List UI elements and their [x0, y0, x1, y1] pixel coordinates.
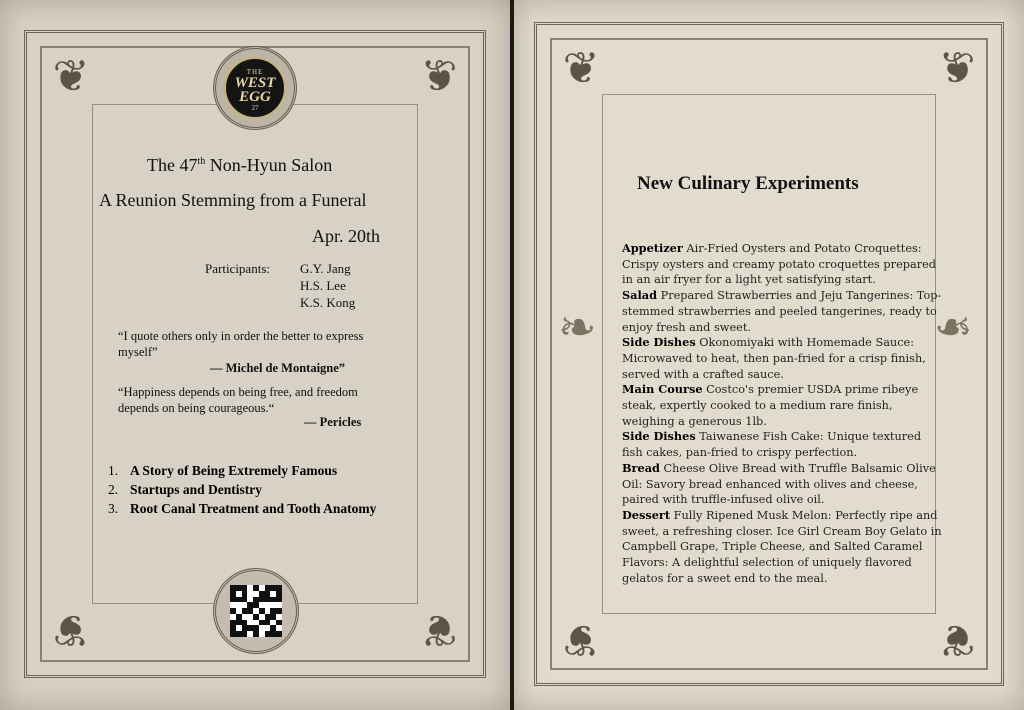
logo-main-text: WEST EGG — [234, 75, 276, 105]
menu-title: New Culinary Experiments — [637, 173, 859, 194]
course-description: Air-Fried Oysters and Potato Croquettes: Crispy oysters and creamy potato croquettes prepared in an air fryer for a light yet satisfying start. — [622, 242, 937, 287]
list-item — [108, 501, 376, 520]
list-item — [622, 508, 942, 587]
list-item — [622, 335, 942, 382]
event-title — [147, 155, 332, 176]
course-label: Side Dishes — [622, 429, 696, 444]
corner-ornament-icon: ❦ — [938, 615, 976, 664]
quote-author: — Michel de Montaigne” — [210, 361, 346, 375]
corner-ornament-icon: ❦ — [420, 605, 458, 654]
logo-number-text: 27 — [251, 104, 259, 112]
participants-label: Participants: — [205, 261, 270, 276]
topic-label: A Story of Being Extremely Famous — [130, 463, 338, 478]
topic-number: 3. — [108, 501, 119, 516]
course-description: Costco's premier USDA prime ribeye steak, expertly cooked to a medium rare finish, weighing a generous 1lb. — [622, 383, 919, 428]
list-item — [622, 382, 942, 429]
corner-ornament-icon: ❦ — [938, 44, 976, 93]
invitation-card — [0, 0, 510, 710]
list-item — [622, 241, 942, 288]
course-label: Salad — [622, 288, 657, 303]
course-description: Taiwanese Fish Cake: Unique textured fish cakes, pan-fried to crispy perfection. — [622, 430, 922, 460]
logo-top-text: THE — [246, 68, 264, 76]
participant-name: H.S. Lee — [300, 278, 346, 293]
topic-list — [108, 463, 376, 520]
participant-name: K.S. Kong — [300, 295, 356, 310]
list-item — [622, 461, 942, 508]
course-description: Prepared Strawberries and Jeju Tangerines: Top-stemmed strawberries and peeled tangerines, ready to enjoy fresh and sweet. — [622, 289, 942, 334]
list-item — [108, 463, 376, 482]
scroll-ornament-icon: ❧ — [558, 302, 597, 353]
event-date: Apr. 20th — [312, 226, 381, 246]
list-item — [108, 482, 376, 501]
event-subtitle: A Reunion Stemming from a Funeral — [99, 190, 367, 210]
title-superscript: th — [197, 156, 206, 167]
course-description: Okonomiyaki with Homemade Sauce: Microwaved to heat, then pan-fried for a crisp finish, served with a crafted sauce. — [622, 336, 926, 381]
topic-number: 2. — [108, 482, 119, 497]
quote-text: “I quote others only in order the better to express myself” — [118, 329, 364, 359]
corner-ornament-icon: ❦ — [420, 52, 458, 101]
menu-course-list — [622, 241, 942, 586]
course-label: Appetizer — [622, 241, 683, 255]
topic-number: 1. — [108, 463, 119, 478]
list-item — [622, 288, 942, 335]
topic-label: Root Canal Treatment and Tooth Anatomy — [130, 501, 377, 516]
qr-medallion — [213, 568, 299, 654]
course-description: Fully Ripened Musk Melon: Perfectly ripe and sweet, a refreshing closer. Ice Girl Cream Boy Gelato in Campbell Grape, Triple Cheese, and Salted Caramel Flavors: A delightful selection of uniquely flavored gelatos for a sweet end to the meal. — [622, 508, 942, 585]
title-prefix: The 47 — [147, 155, 198, 175]
corner-ornament-icon: ❦ — [562, 615, 600, 664]
corner-ornament-icon: ❦ — [562, 44, 600, 93]
logo-medallion — [213, 46, 297, 130]
course-label: Dessert — [622, 507, 671, 522]
course-description: Cheese Olive Bread with Truffle Balsamic Olive Oil: Savory bread enhanced with olives and cheese, paired with truffle-infused olive oil. — [622, 461, 936, 507]
title-suffix: Non-Hyun Salon — [205, 155, 333, 175]
west-egg-logo — [224, 57, 286, 119]
participant-name: G.Y. Jang — [300, 261, 351, 276]
quote-text: “Happiness depends on being free, and freedom depends on being courageous.“ — [118, 385, 358, 415]
quote-author: — Pericles — [304, 415, 362, 429]
qr-code-icon[interactable] — [230, 585, 282, 637]
course-label: Main Course — [622, 382, 703, 397]
corner-ornament-icon: ❦ — [52, 52, 90, 101]
corner-ornament-icon: ❦ — [52, 605, 90, 654]
list-item — [622, 429, 942, 460]
topic-label: Startups and Dentistry — [130, 482, 263, 497]
scroll-ornament-icon: ❧ — [934, 302, 973, 353]
course-label: Bread — [622, 460, 660, 475]
course-label: Side Dishes — [622, 335, 696, 350]
